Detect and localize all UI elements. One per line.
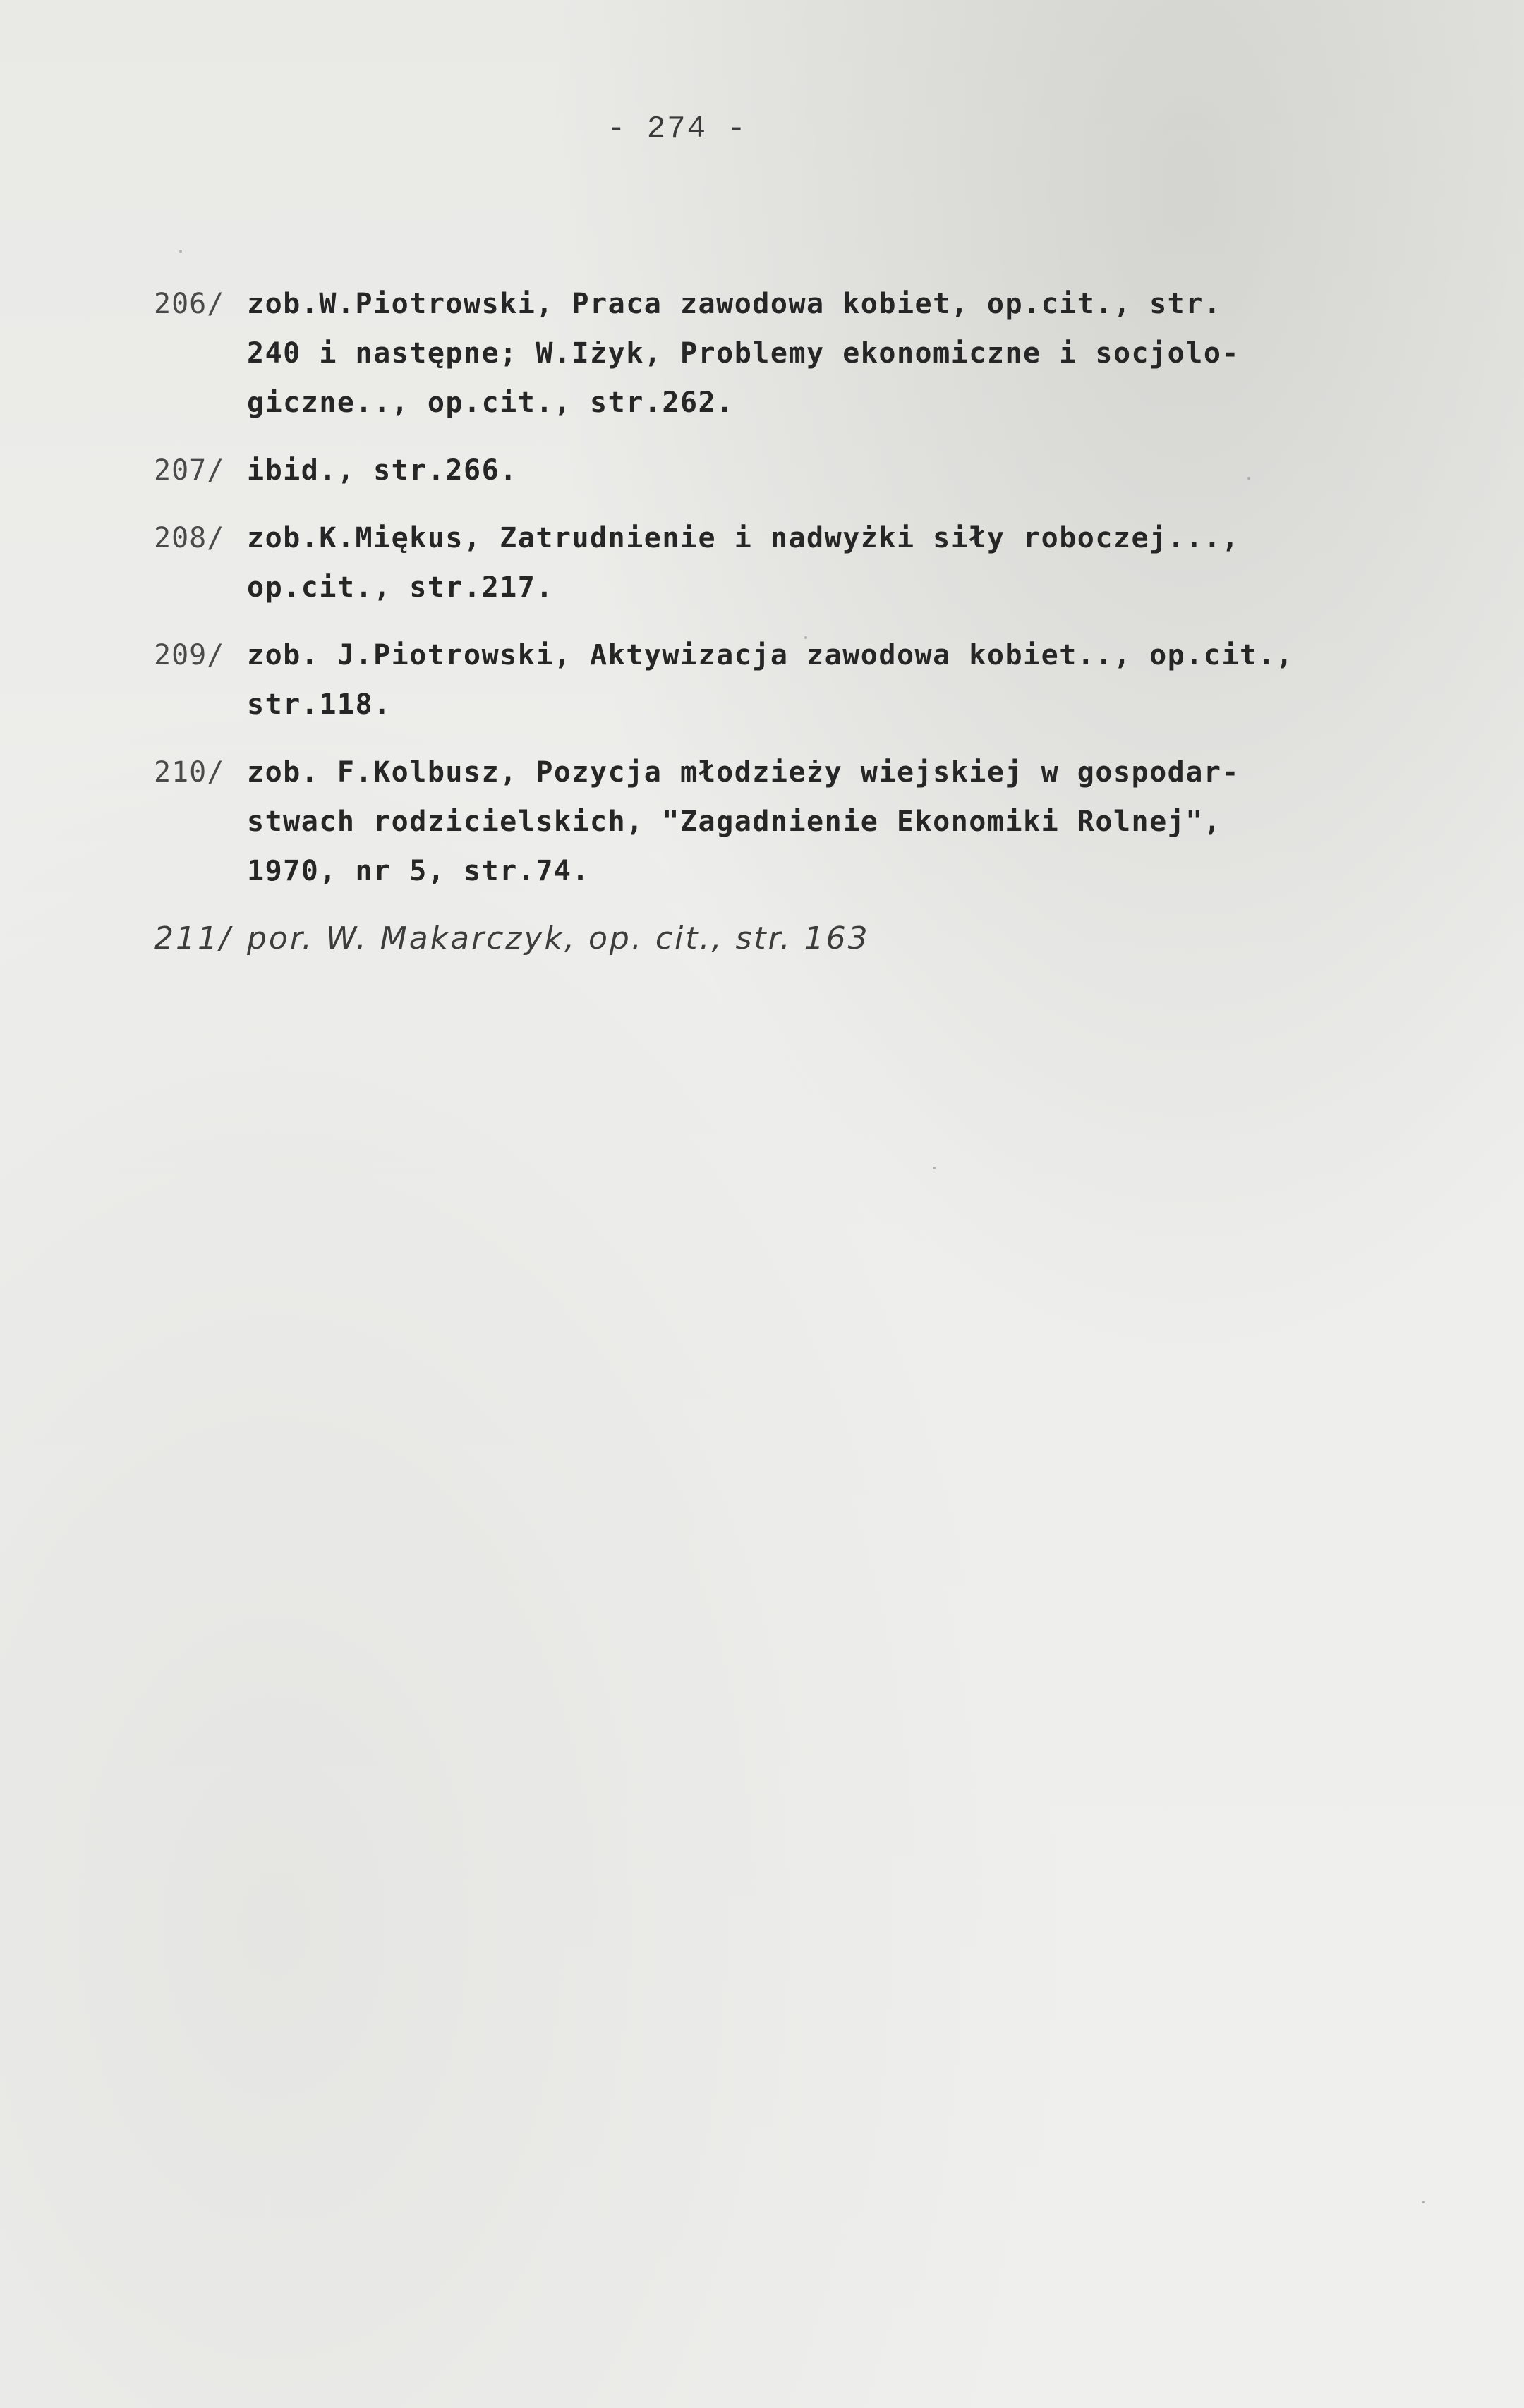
- page-number: - 274 -: [607, 111, 747, 147]
- footnote-207: [154, 446, 1494, 495]
- footnote-text: [247, 914, 1494, 963]
- footnote-line: ibid., str.266.: [247, 454, 518, 487]
- footnote-number: 211/: [154, 920, 232, 956]
- footnote-line: zob.K.Miękus, Zatrudnienie i nadwyżki siły roboczej...,: [247, 522, 1240, 554]
- paper-speck: [1422, 2201, 1425, 2203]
- handwritten-footnote-211: [154, 914, 1494, 963]
- footnote-line: zob. J.Piotrowski, Aktywizacja zawodowa kobiet.., op.cit.,: [247, 639, 1294, 671]
- footnote-line: op.cit., str.217.: [247, 571, 554, 604]
- footnote-line: str.118.: [247, 688, 392, 721]
- footnote-line: 1970, nr 5, str.74.: [247, 855, 591, 887]
- paper-speck: [933, 1167, 936, 1169]
- footnote-line: giczne.., op.cit., str.262.: [247, 387, 734, 419]
- footnote-text: [247, 279, 1494, 427]
- footnote-line: zob. F.Kolbusz, Pozycja młodzieży wiejskiej w gospodar-: [247, 756, 1240, 789]
- paper-speck: [804, 636, 807, 639]
- paper-speck: [179, 250, 182, 253]
- footnotes-list: [154, 279, 1494, 982]
- footnote-line: zob.W.Piotrowski, Praca zawodowa kobiet, op.cit., str.: [247, 288, 1222, 320]
- footnote-number: 206/: [154, 288, 225, 320]
- footnote-209: [154, 631, 1494, 729]
- footnote-number: 207/: [154, 454, 225, 487]
- footnote-line: stwach rodzicielskich, "Zagadnienie Ekonomiki Rolnej",: [247, 805, 1222, 838]
- footnote-210: [154, 748, 1494, 896]
- footnote-text: [247, 631, 1494, 729]
- paper-speck: [1247, 477, 1250, 480]
- handwritten-line: por. W. Makarczyk, op. cit., str. 163: [247, 920, 870, 956]
- footnote-text: [247, 748, 1494, 896]
- footnote-number: 209/: [154, 639, 225, 671]
- footnote-text: [247, 446, 1494, 495]
- footnote-line: 240 i następne; W.Iżyk, Problemy ekonomiczne i socjolo-: [247, 337, 1240, 370]
- footnote-text: [247, 513, 1494, 612]
- footnote-206: [154, 279, 1494, 427]
- footnote-208: [154, 513, 1494, 612]
- footnote-number: 208/: [154, 522, 225, 554]
- footnote-number: 210/: [154, 756, 225, 789]
